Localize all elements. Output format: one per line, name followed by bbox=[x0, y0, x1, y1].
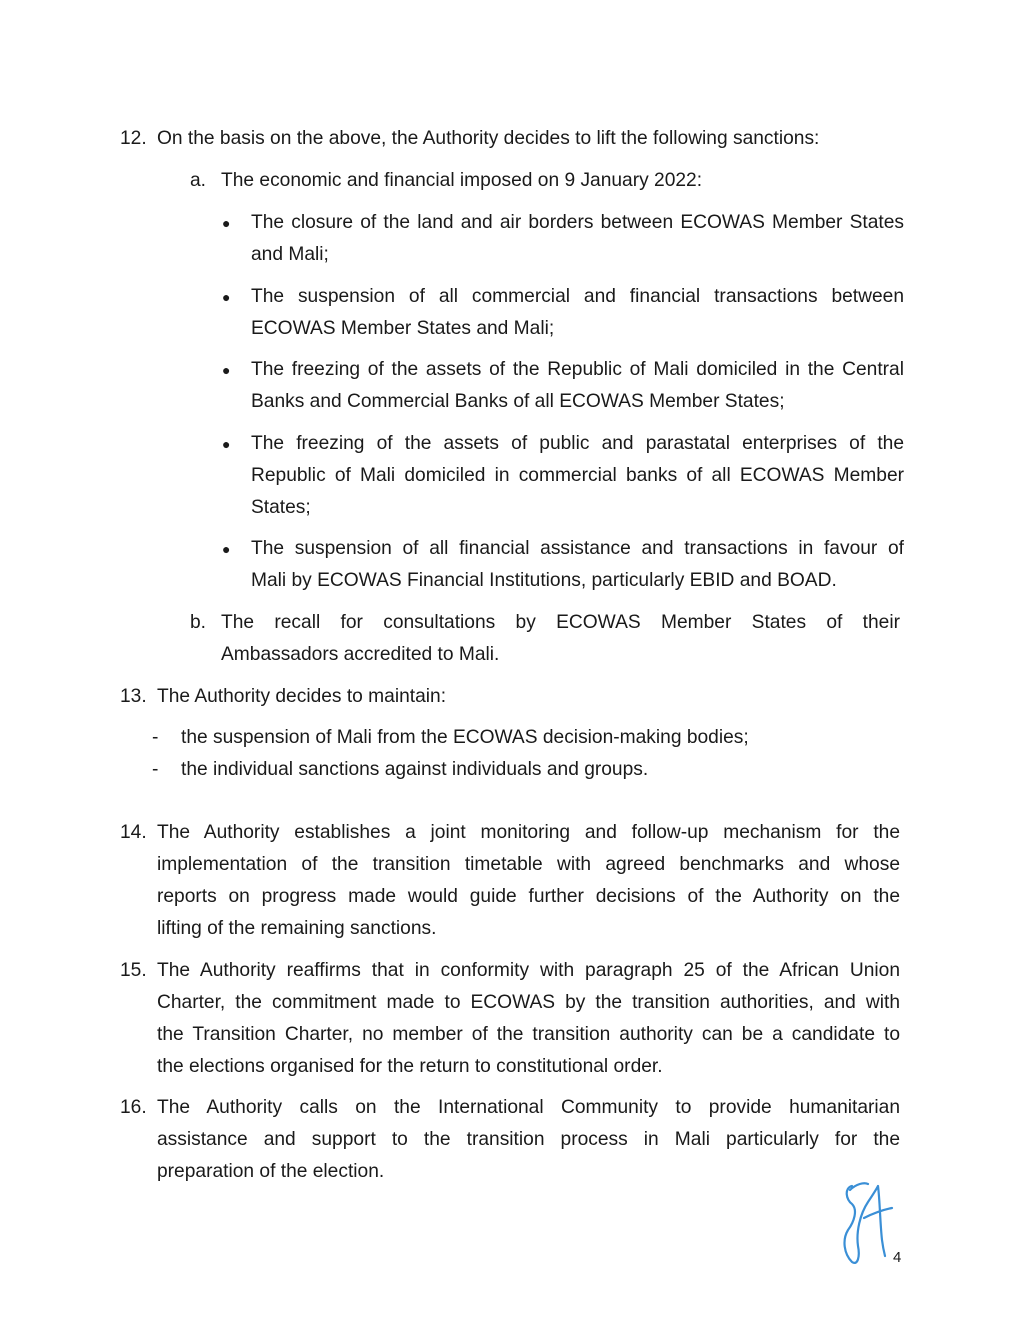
item-15-number: 15. bbox=[120, 960, 147, 981]
page-number: 4 bbox=[893, 1249, 902, 1266]
bullet-icon: ● bbox=[222, 436, 231, 452]
bullet-2-line-2: ECOWAS Member States and Mali; bbox=[251, 318, 555, 339]
bullet-icon: ● bbox=[222, 289, 231, 305]
item-16-line-1: The Authority calls on the International Community to provide humanitarian bbox=[157, 1097, 900, 1118]
item-14-line-4: lifting of the remaining sanctions. bbox=[157, 918, 437, 939]
item-13-dash-2: the individual sanctions against individuals and groups. bbox=[181, 759, 649, 780]
item-12a-text: The economic and financial imposed on 9 January 2022: bbox=[221, 170, 703, 191]
bullet-3-line-2: Banks and Commercial Banks of all ECOWAS Member States; bbox=[251, 391, 785, 412]
bullet-5-line-2: Mali by ECOWAS Financial Institutions, particularly EBID and BOAD. bbox=[251, 570, 837, 591]
item-12b-line-2: Ambassadors accredited to Mali. bbox=[221, 644, 500, 665]
bullet-5-line-1: The suspension of all financial assistance and transactions in favour of bbox=[251, 538, 904, 559]
bullet-3-line-1: The freezing of the assets of the Republic of Mali domiciled in the Central bbox=[251, 359, 904, 380]
bullet-1-line-2: and Mali; bbox=[251, 244, 329, 265]
bullet-4-line-2: Republic of Mali domiciled in commercial banks of all ECOWAS Member bbox=[251, 465, 904, 486]
dash-bullet: - bbox=[152, 727, 159, 748]
item-16-line-3: preparation of the election. bbox=[157, 1161, 385, 1182]
item-15-line-2: Charter, the commitment made to ECOWAS by the transition authorities, and with bbox=[157, 992, 900, 1013]
bullet-2-line-1: The suspension of all commercial and financial transactions between bbox=[251, 286, 904, 307]
item-12-number: 12. bbox=[120, 128, 147, 149]
bullet-icon: ● bbox=[222, 541, 231, 557]
item-15-line-4: the elections organised for the return to constitutional order. bbox=[157, 1056, 663, 1077]
item-15-line-3: the Transition Charter, no member of the transition authority can be a candidate to bbox=[157, 1024, 900, 1045]
item-13-number: 13. bbox=[120, 686, 147, 707]
item-14-number: 14. bbox=[120, 822, 147, 843]
bullet-4-line-1: The freezing of the assets of public and parastatal enterprises of the bbox=[251, 433, 904, 454]
item-14-line-3: reports on progress made would guide further decisions of the Authority on the bbox=[157, 886, 900, 907]
item-12a-letter: a. bbox=[190, 170, 207, 191]
signature-stroke bbox=[845, 1183, 892, 1263]
item-14-line-1: The Authority establishes a joint monitoring and follow-up mechanism for the bbox=[157, 822, 900, 843]
bullet-4-line-3: States; bbox=[251, 497, 311, 518]
bullet-1-line-1: The closure of the land and air borders between ECOWAS Member States bbox=[251, 212, 904, 233]
item-13-text: The Authority decides to maintain: bbox=[157, 686, 447, 707]
bullet-icon: ● bbox=[222, 215, 231, 231]
item-15-line-1: The Authority reaffirms that in conformity with paragraph 25 of the African Union bbox=[157, 960, 900, 981]
item-14-line-2: implementation of the transition timetable with agreed benchmarks and whose bbox=[157, 854, 900, 875]
item-16-line-2: assistance and support to the transition process in Mali particularly for the bbox=[157, 1129, 900, 1150]
handwritten-initials-signature bbox=[838, 1178, 898, 1270]
bullet-icon: ● bbox=[222, 362, 231, 378]
item-13-dash-1: the suspension of Mali from the ECOWAS decision-making bodies; bbox=[181, 727, 749, 748]
item-12b-line-1: The recall for consultations by ECOWAS Member States of their bbox=[221, 612, 900, 633]
dash-bullet: - bbox=[152, 759, 159, 780]
item-12b-letter: b. bbox=[190, 612, 207, 633]
item-16-number: 16. bbox=[120, 1097, 147, 1118]
item-12-text: On the basis on the above, the Authority decides to lift the following sanctions: bbox=[157, 128, 820, 149]
